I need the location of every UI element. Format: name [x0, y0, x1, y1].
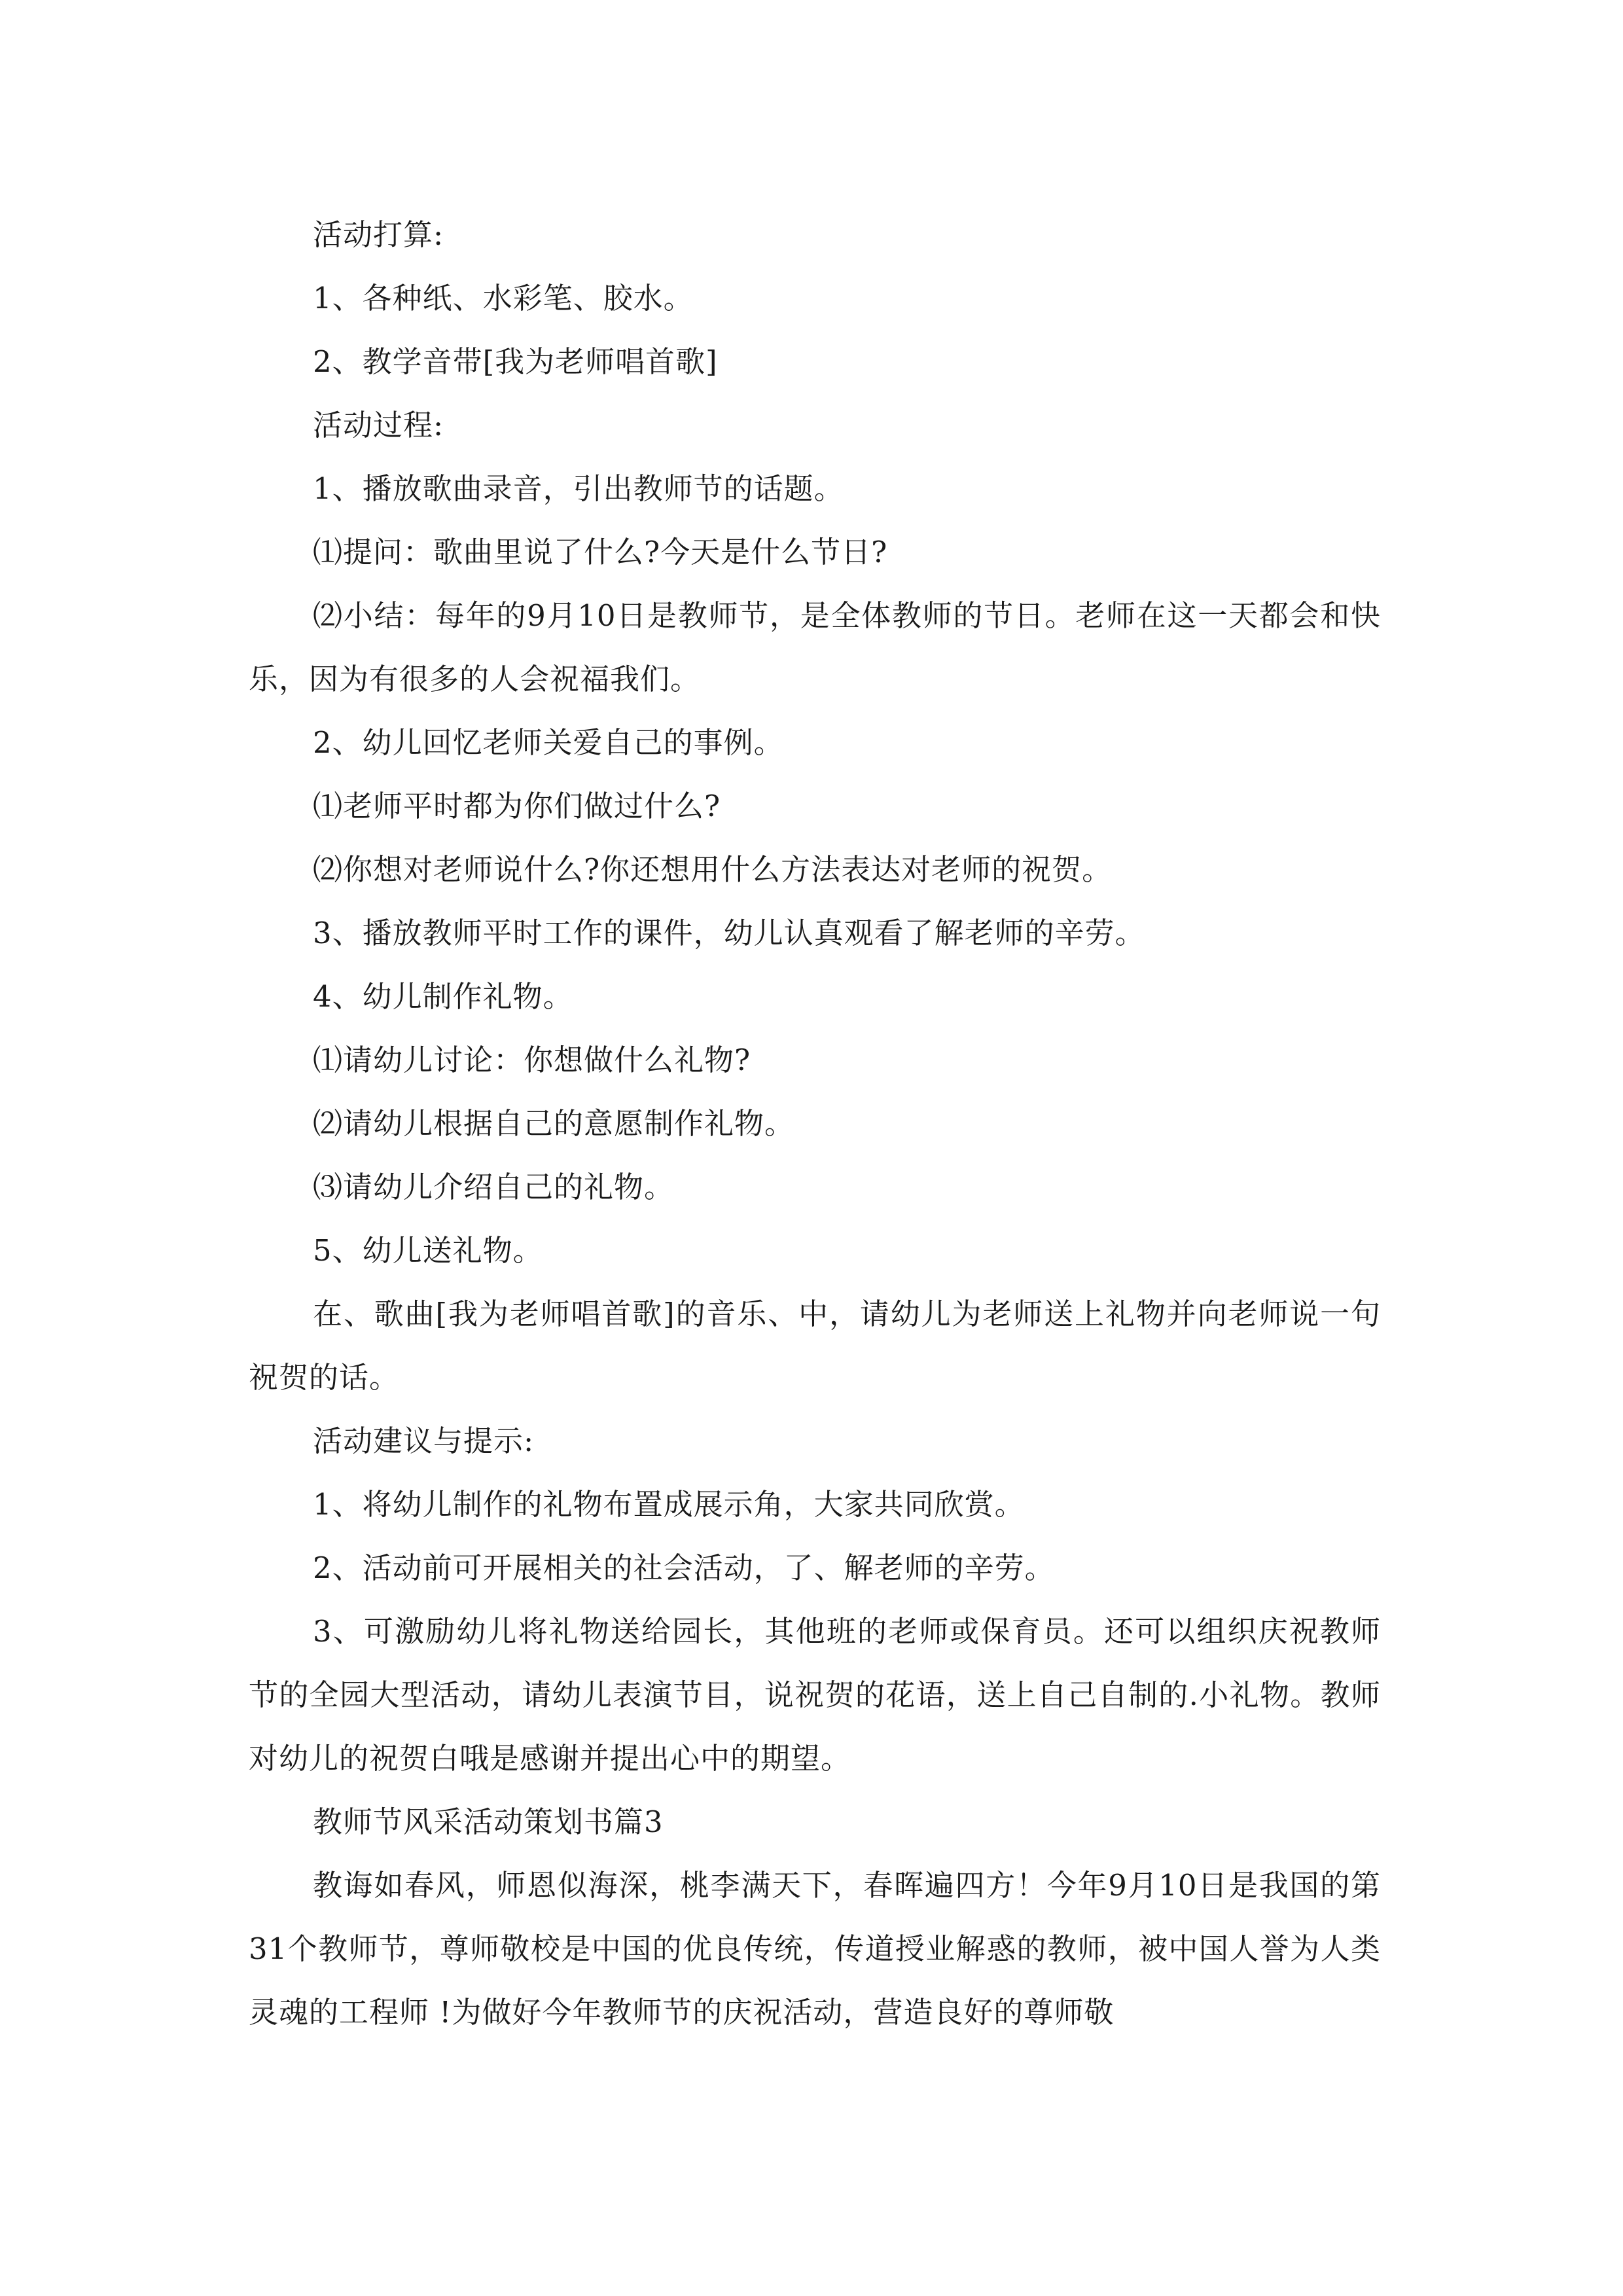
- section-heading: 教师节风采活动策划书篇3: [313, 1804, 664, 1839]
- paragraph: ⑵小结：每年的9月10日是教师节，是全体教师的节日。老师在这一天都会和快乐，因为有很多的人会祝福我们。: [249, 598, 1381, 696]
- paragraph: 在、歌曲[我为老师唱首歌]的音乐、中，请幼儿为老师送上礼物并向老师说一句祝贺的话。: [249, 1297, 1381, 1395]
- paragraph: ⑴请幼儿讨论：你想做什么礼物?: [313, 1043, 751, 1077]
- paragraph: ⑴老师平时都为你们做过什么?: [313, 789, 721, 823]
- document-body: [249, 203, 1381, 2044]
- paragraph: 3、播放教师平时工作的课件，幼儿认真观看了解老师的辛劳。: [313, 916, 1145, 950]
- paragraph: ⑶请幼儿介绍自己的礼物。: [313, 1170, 675, 1204]
- paragraph: ⑵你想对老师说什么?你还想用什么方法表达对老师的祝贺。: [313, 852, 1113, 887]
- paragraph: 3、可激励幼儿将礼物送给园长，其他班的老师或保育员。还可以组织庆祝教师节的全园大型活动，请幼儿表演节目，说祝贺的花语，送上自己自制的.小礼物。教师对幼儿的祝贺白哦是感谢并提出心中的期望。: [249, 1614, 1381, 1776]
- paragraph: 2、教学音带[我为老师唱首歌]: [313, 344, 718, 379]
- paragraph: 1、将幼儿制作的礼物布置成展示角，大家共同欣赏。: [313, 1487, 1025, 1522]
- paragraph: 5、幼儿送礼物。: [313, 1233, 543, 1268]
- paragraph: 2、活动前可开展相关的社会活动，了、解老师的辛劳。: [313, 1551, 1055, 1585]
- paragraph: 2、幼儿回忆老师关爱自己的事例。: [313, 725, 784, 760]
- paragraph: 教诲如春风，师恩似海深，桃李满天下，春晖遍四方！今年9月10日是我国的第31个教师节，尊师敬校是中国的优良传统，传道授业解惑的教师，被中国人誉为人类灵魂的工程师 !为做好今年教师节的庆祝活动，营造良好的尊师敬: [249, 1868, 1381, 2030]
- paragraph: 1、各种纸、水彩笔、胶水。: [313, 281, 694, 315]
- paragraph: ⑴提问：歌曲里说了什么?今天是什么节日?: [313, 535, 888, 569]
- paragraph: 活动建议与提示:: [313, 1424, 535, 1458]
- paragraph: 1、播放歌曲录音，引出教师节的话题。: [313, 471, 844, 506]
- paragraph: 活动打算:: [313, 217, 444, 252]
- paragraph: 4、幼儿制作礼物。: [313, 979, 573, 1014]
- paragraph: ⑵请幼儿根据自己的意愿制作礼物。: [313, 1106, 795, 1141]
- paragraph: 活动过程:: [313, 408, 444, 442]
